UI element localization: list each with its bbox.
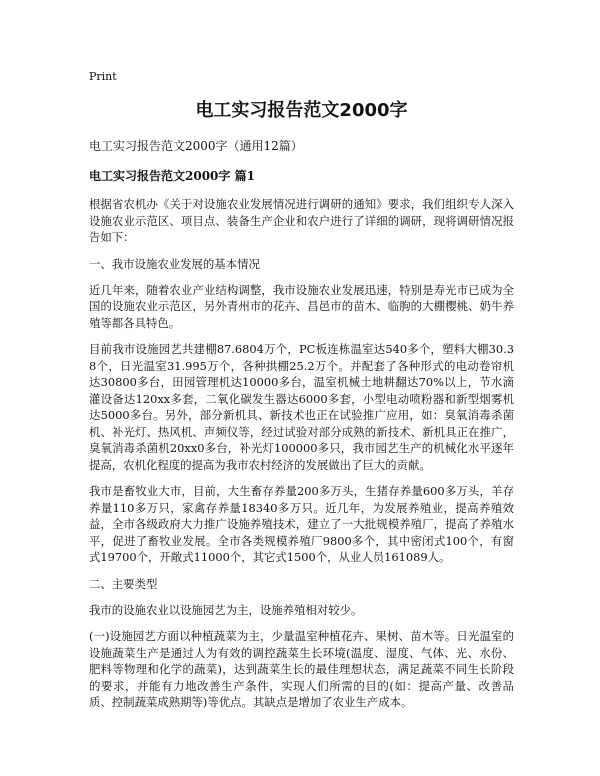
heading-basic-situation: 一、我市设施农业发展的基本情况: [89, 256, 260, 271]
print-label: Print: [89, 70, 117, 83]
heading-main-types: 二、主要类型: [89, 576, 158, 591]
document-subtitle: 电工实习报告范文2000字（通用12篇）: [89, 139, 303, 153]
page-title: 电工实习报告范文2000字: [195, 100, 408, 121]
paragraph-types-summary: 我市的设施农业以设施园艺为主，设施养殖相对较少。: [89, 602, 363, 617]
paragraph-development: 近几年来，随着农业产业结构调整，我市设施农业发展迅速，特别是寿光市已成为全国的设施农业示范区，另外青州市的花卉、昌邑市的苗木、临朐的大棚樱桃、奶牛养殖等都各具特色。: [89, 282, 514, 330]
paragraph-horticulture: (一)设施园艺方面以种植蔬菜为主，少量温室种植花卉、果树、苗木等。日光温室的设施蔬菜生产是通过人为有效的调控蔬菜生长环境(温度、湿度、气体、光、水份、肥料等物理和化学的蔬菜)，达到蔬菜生长的最佳理想状态，满足蔬菜不同生长阶段的要求，并能有力地改善生产条件，实现人们所需的目的(如：提高产量、改善品质、控制蔬菜成熟期等)等优点。其缺点是增加了农业生产成本。: [89, 629, 514, 709]
paragraph-livestock: 我市是畜牧业大市，目前，大生畜存养量200多万头，生猪存养量600多万头，羊存养量110多万只，家禽存养量18340多万只。近几年，为发展养殖业，提高养殖效益，全市各级政府大力推广设施养殖技术，建立了一大批规模养殖厂，提高了养殖水平，促进了畜牧业发展。全市各类规模养殖厂9800多个，其中密闭式100个，有窗式19700个，开敞式11000个，其它式1500个，从业人员161089人。: [89, 484, 514, 564]
intro-paragraph: 根据省农机办《关于对设施农业发展情况进行调研的通知》要求，我们组织专人深入设施农业示范区、项目点、装备生产企业和农户进行了详细的调研，现将调研情况报告如下：: [89, 197, 514, 244]
paragraph-facilities-stats: 目前我市设施园艺共建棚87.6804万个，PC板连栋温室达540多个，塑料大棚30.38个，日光温室31.995万个，各种拱棚25.2万个。并配套了各种形式的电动卷帘机达30800多台，田园管理机达10000多台，温室机械土地耕翻达70%以上，节水滴灌设备达120xx多套，二氧化碳发生器达6000多套，小型电动喷粉器和新型烟雾机达5000多台。另外，部分新机具、新技术也正在试验推广应用，如：臭氧消毒杀菌机、补光灯、热风机、声频仪等，经过试验对部分成熟的新技术、新机具正在推广，臭氧消毒杀菌机20xx0多台，补光灯100000多只，我市园艺生产的机械化水平逐年提高，农机化程度的提高为我市农村经济的发展做出了巨大的贡献。: [89, 342, 514, 472]
section-title: 电工实习报告范文2000字 篇1: [89, 169, 255, 183]
